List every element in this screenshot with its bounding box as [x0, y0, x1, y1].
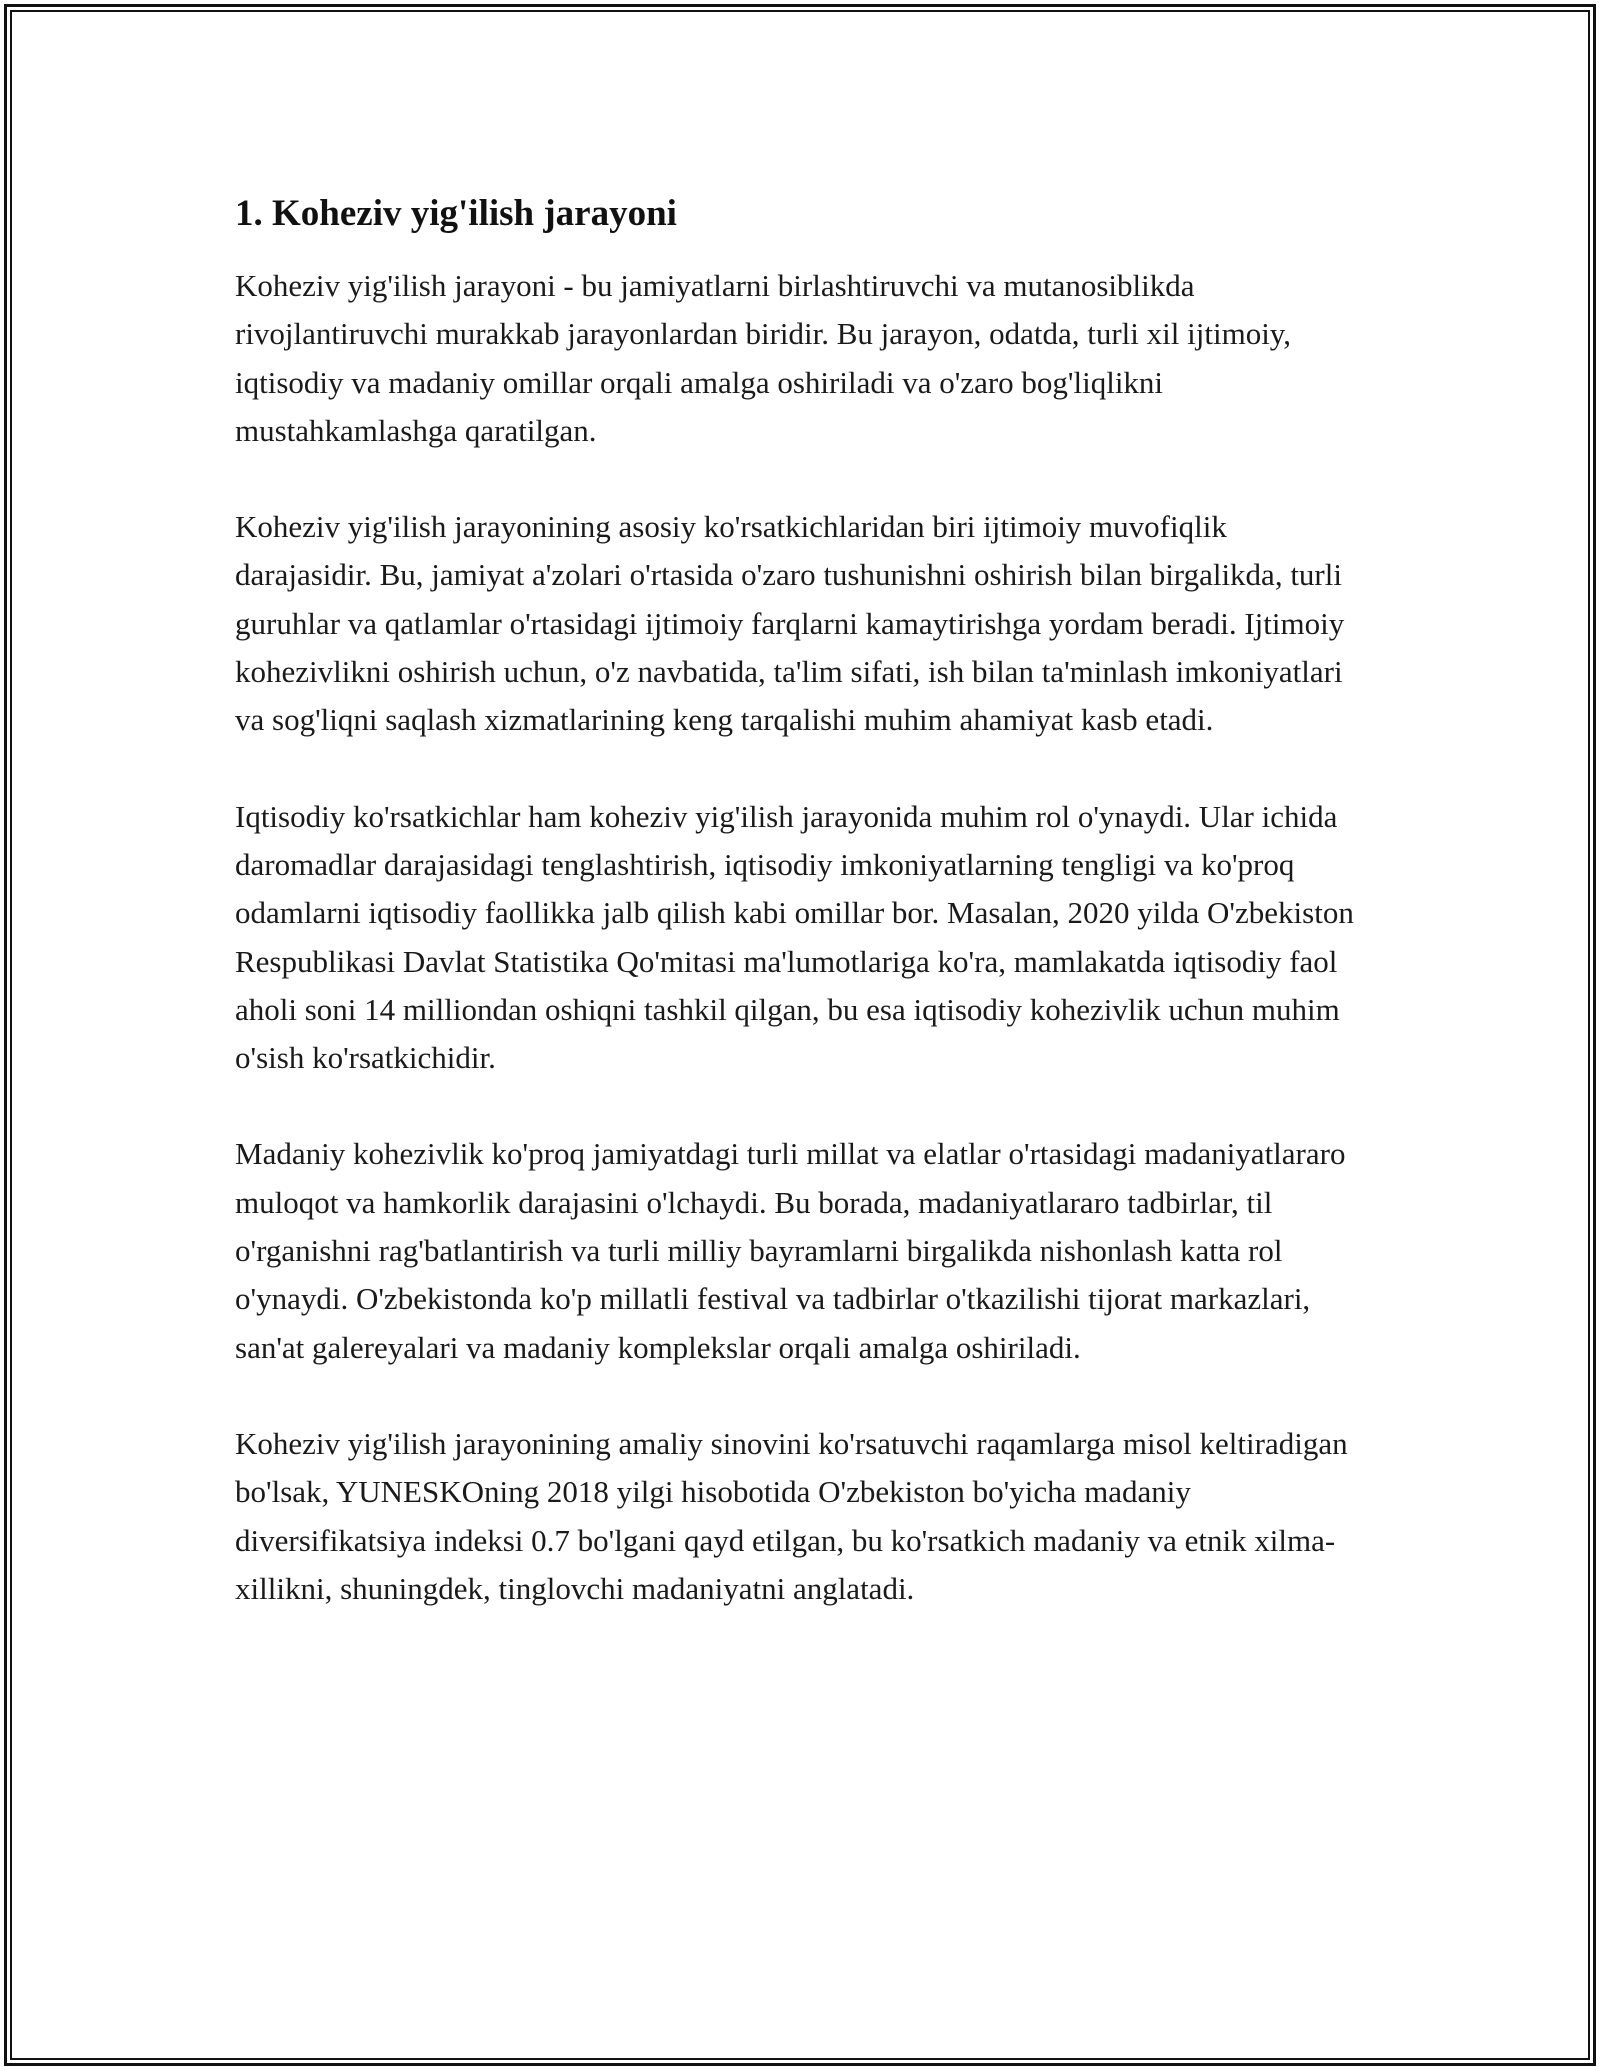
section-title: 1. Koheziv yig'ilish jarayoni [235, 193, 677, 234]
paragraph-5: Koheziv yig'ilish jarayonining amaliy sinovini ko'rsatuvchi raqamlarga misol keltiradigan bo'lsak, YUNESKOning 2018 yilgi hisobotida O'zbekiston bo'yicha madaniy diversifikatsiya indeksi 0.7 bo'lgani qayd etilgan, bu ko'rsatkich madaniy va etnik xilma-xillikni, shuningdek, tinglovchi madaniyatni anglatadi. [235, 1425, 1348, 1606]
paragraph-3: Iqtisodiy ko'rsatkichlar ham koheziv yig'ilish jarayonida muhim rol o'ynaydi. Ular ichida daromadlar darajasidagi tenglashtirish, iqtisodiy imkoniyatlarning tengligi va ko'proq odamlarni iqtisodiy faollikka jalb qilish kabi omillar bor. Masalan, 2020 yilda O'zbekiston Respublikasi Davlat Statistika Qo'mitasi ma'lumotlariga ko'ra, mamlakatda iqtisodiy faol aholi soni 14 milliondan oshiqni tashkil qilgan, bu esa iqtisodiy kohezivlik uchun muhim o'sish ko'rsatkichidir. [235, 798, 1354, 1076]
paragraph-2: Koheziv yig'ilish jarayonining asosiy ko'rsatkichlaridan biri ijtimoiy muvofiqlik darajasidir. Bu, jamiyat a'zolari o'rtasida o'zaro tushunishni oshirish bilan birgalikda, turli guruhlar va qatlamlar o'rtasidagi ijtimoiy farqlarni kamaytirishga yordam beradi. Ijtimoiy kohezivlikni oshirish uchun, o'z navbatida, ta'lim sifati, ish bilan ta'minlash imkoniyatlari va sog'liqni saqlash xizmatlarining keng tarqalishi muhim ahamiyat kasb etadi. [235, 509, 1345, 738]
document-body [235, 190, 1365, 1661]
paragraph-4: Madaniy kohezivlik ko'proq jamiyatdagi turli millat va elatlar o'rtasidagi madaniyatlararo muloqot va hamkorlik darajasini o'lchaydi. Bu borada, madaniyatlararo tadbirlar, til o'rganishni rag'batlantirish va turli milliy bayramlarni birgalikda nishonlash katta rol o'ynaydi. O'zbekistonda ko'p millatli festival va tadbirlar o'tkazilishi tijorat markazlari, san'at galereyalari va madaniy komplekslar orqali amalga oshiriladi. [235, 1136, 1346, 1365]
paragraph-1: Koheziv yig'ilish jarayoni - bu jamiyatlarni birlashtiruvchi va mutanosiblikda rivojlantiruvchi murakkab jarayonlardan biridir. Bu jarayon, odatda, turli xil ijtimoiy, iqtisodiy va madaniy omillar orqali amalga oshiriladi va o'zaro bog'liqlikni mustahkamlashga qaratilgan. [235, 268, 1292, 448]
